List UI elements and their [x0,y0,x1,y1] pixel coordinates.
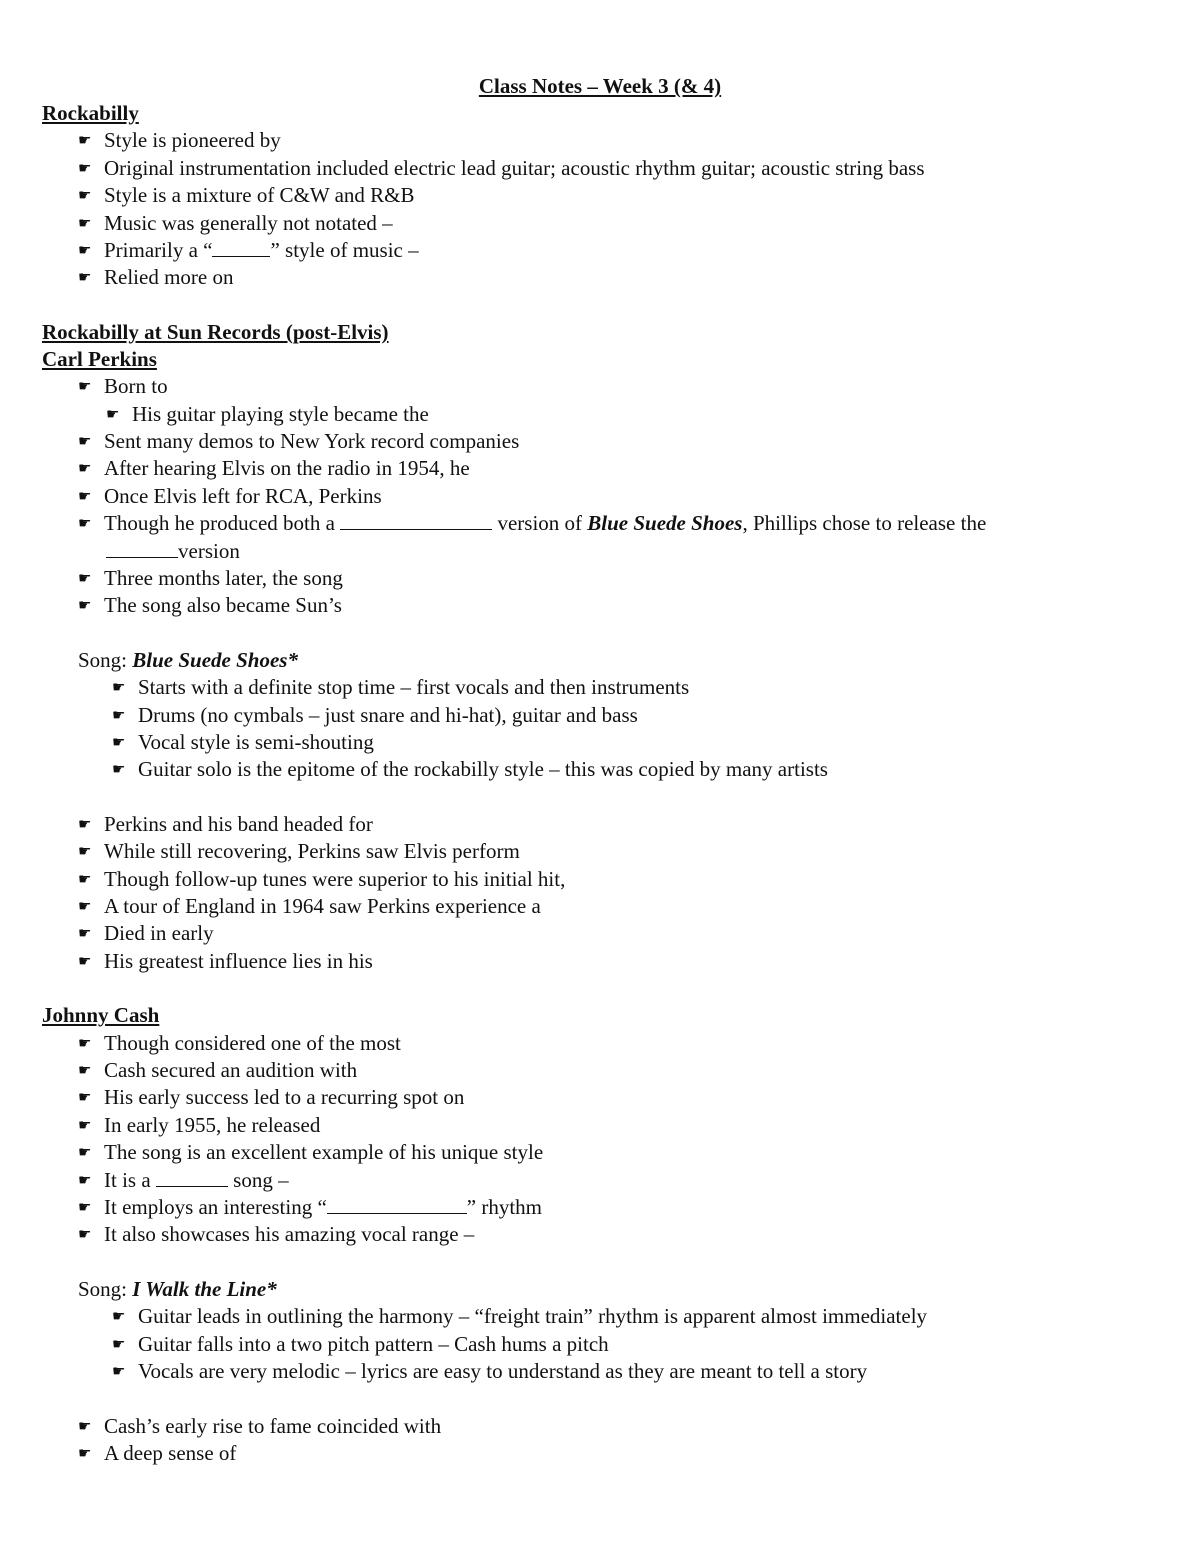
song-title: Blue Suede Shoes* [132,648,298,672]
list-item: ☛ Style is a mixture of C&W and R&B [78,183,415,207]
pointing-hand-icon: ☛ [78,1198,92,1216]
pointing-hand-icon: ☛ [78,131,92,149]
list-item: ☛ Born to [78,374,168,398]
pointing-hand-icon: ☛ [78,186,92,204]
pointing-hand-icon: ☛ [78,1171,92,1189]
pointing-hand-icon: ☛ [106,405,120,423]
pointing-hand-icon: ☛ [78,268,92,286]
pointing-hand-icon: ☛ [78,924,92,942]
song-title: Blue Suede Shoes [587,511,743,535]
pointing-hand-icon: ☛ [78,870,92,888]
list-item: ☛ Perkins and his band headed for [78,812,373,836]
pointing-hand-icon: ☛ [112,1335,126,1353]
pointing-hand-icon: ☛ [78,1061,92,1079]
list-item: ☛ Style is pioneered by [78,128,281,152]
sub-list-item: ☛ Guitar leads in outlining the harmony – “freight train” rhythm is apparent almost immediately [112,1304,928,1328]
section-heading-carl-perkins: Carl Perkins [42,347,157,371]
sub-list-item: ☛ Vocal style is semi-shouting [112,730,374,754]
pointing-hand-icon: ☛ [78,1444,92,1462]
list-item: ☛ Once Elvis left for RCA, Perkins [78,484,382,508]
pointing-hand-icon: ☛ [78,432,92,450]
section-heading-rockabilly: Rockabilly [42,101,139,125]
pointing-hand-icon: ☛ [78,815,92,833]
list-item: ☛ Three months later, the song [78,566,343,590]
fill-in-blank [327,1194,467,1214]
pointing-hand-icon: ☛ [78,1034,92,1052]
pointing-hand-icon: ☛ [78,214,92,232]
pointing-hand-icon: ☛ [78,952,92,970]
list-item: ☛ It is a song – [78,1168,289,1192]
sub-list-item: ☛ Guitar falls into a two pitch pattern – Cash hums a pitch [112,1332,609,1356]
list-item: ☛ Relied more on [78,265,234,289]
list-item: ☛ Though he produced both a version of Blue Suede Shoes, Phillips chose to release the [78,511,987,535]
list-item: ☛ Though considered one of the most [78,1031,401,1055]
list-item: ☛ Died in early [78,921,214,945]
list-item: ☛ Original instrumentation included electric lead guitar; acoustic rhythm guitar; acoustic string bass [78,156,925,180]
sub-list-item: ☛ Guitar solo is the epitome of the rockabilly style – this was copied by many artists [112,757,828,781]
list-item: ☛ In early 1955, he released [78,1113,321,1137]
section-heading-sun-records: Rockabilly at Sun Records (post-Elvis) [42,320,389,344]
fill-in-blank [106,538,178,558]
pointing-hand-icon: ☛ [112,1362,126,1380]
song-title: I Walk the Line* [132,1277,277,1301]
pointing-hand-icon: ☛ [112,1307,126,1325]
pointing-hand-icon: ☛ [78,897,92,915]
list-item: ☛ Though follow-up tunes were superior to his initial hit, [78,867,566,891]
list-item: ☛ It also showcases his amazing vocal range – [78,1222,475,1246]
pointing-hand-icon: ☛ [78,1088,92,1106]
list-item: ☛ A tour of England in 1964 saw Perkins experience a [78,894,541,918]
pointing-hand-icon: ☛ [78,1143,92,1161]
pointing-hand-icon: ☛ [78,569,92,587]
list-item: ☛ After hearing Elvis on the radio in 1954, he [78,456,470,480]
pointing-hand-icon: ☛ [112,706,126,724]
fill-in-blank [156,1167,228,1187]
pointing-hand-icon: ☛ [78,842,92,860]
list-item: ☛ Cash secured an audition with [78,1058,358,1082]
sub-list-item: ☛ His guitar playing style became the [106,402,429,426]
fill-in-blank [340,510,492,530]
pointing-hand-icon: ☛ [112,678,126,696]
list-item: ☛ It employs an interesting “ ” rhythm [78,1195,543,1219]
page-title: Class Notes – Week 3 (& 4) [478,74,722,98]
list-item: ☛ The song also became Sun’s [78,593,342,617]
pointing-hand-icon: ☛ [78,1225,92,1243]
fill-in-blank [212,237,270,257]
list-item: ☛ Primarily a “ ” style of music – [78,238,419,262]
pointing-hand-icon: ☛ [78,459,92,477]
list-item: ☛ Cash’s early rise to fame coincided with [78,1414,442,1438]
pointing-hand-icon: ☛ [78,514,92,532]
pointing-hand-icon: ☛ [78,159,92,177]
list-item: ☛ A deep sense of [78,1441,237,1465]
song-line: Song: Blue Suede Shoes* [78,648,298,672]
section-heading-johnny-cash: Johnny Cash [42,1003,160,1027]
pointing-hand-icon: ☛ [78,1116,92,1134]
list-item: ☛ Sent many demos to New York record companies [78,429,520,453]
pointing-hand-icon: ☛ [78,377,92,395]
sub-list-item: ☛ Vocals are very melodic – lyrics are easy to understand as they are meant to tell a story [112,1359,868,1383]
list-item-continuation: version [106,538,240,565]
sub-list-item: ☛ Starts with a definite stop time – first vocals and then instruments [112,675,690,699]
list-item: ☛ His greatest influence lies in his [78,949,373,973]
list-item: ☛ The song is an excellent example of his unique style [78,1140,544,1164]
pointing-hand-icon: ☛ [78,241,92,259]
pointing-hand-icon: ☛ [112,733,126,751]
pointing-hand-icon: ☛ [78,1417,92,1435]
pointing-hand-icon: ☛ [78,487,92,505]
song-line: Song: I Walk the Line* [78,1277,277,1301]
pointing-hand-icon: ☛ [78,596,92,614]
list-item: ☛ His early success led to a recurring spot on [78,1085,465,1109]
list-item: ☛ While still recovering, Perkins saw Elvis perform [78,839,520,863]
sub-list-item: ☛ Drums (no cymbals – just snare and hi-hat), guitar and bass [112,703,638,727]
list-item: ☛ Music was generally not notated – [78,211,393,235]
pointing-hand-icon: ☛ [112,760,126,778]
